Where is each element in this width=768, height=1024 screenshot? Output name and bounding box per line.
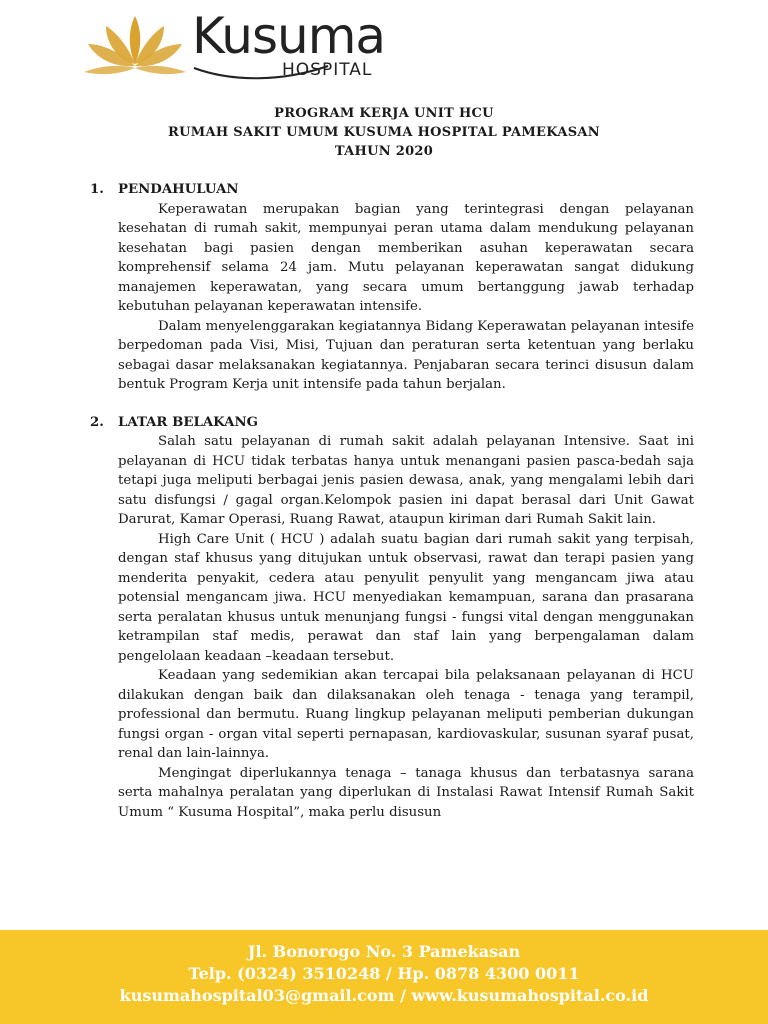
paragraph: Keadaan yang sedemikian akan tercapai bila pelaksanaan pelayanan di HCU dilakukan dengan baik dan dilaksanakan oleh tenaga - tenaga yang terampil, professional dan bermutu. Ruang lingkup pelayanan meliputi pemberian dukungan fungsi organ - organ vital seperti pernapasan, kardiovaskular, susunan syaraf pusat, renal dan lain-lainnya.: [118, 668, 694, 761]
footer-band: [0, 930, 768, 1024]
footer-contact: kusumahospital03@gmail.com / www.kusumahospital.co.id: [119, 986, 649, 1005]
brand-sub: HOSPITAL: [282, 60, 373, 80]
section-heading: [90, 180, 694, 200]
lotus-icon: [80, 8, 190, 88]
hospital-logo: [80, 8, 410, 88]
section-number: 2.: [90, 414, 104, 430]
section-number: 1.: [90, 182, 104, 197]
paragraph: Dalam menyelenggarakan kegiatannya Bidang Keperawatan pelayanan intesife berpedoman pada Visi, Misi, Tujuan dan peraturan serta ketentuan yang berlaku sebagai dasar melaksanakan kegiatannya. Penjabaran secara terinci disusun dalam bentuk Program Kerja unit intensife pada tahun berjalan.: [118, 318, 694, 392]
doc-title-line2: RUMAH SAKIT UMUM KUSUMA HOSPITAL PAMEKASAN: [168, 125, 600, 140]
brand-swoosh: [192, 64, 332, 84]
section-heading: [90, 413, 694, 433]
footer-phone: Telp. (0324) 3510248 / Hp. 0878 4300 0011: [188, 964, 580, 983]
footer-address: Jl. Bonorogo No. 3 Pamekasan: [247, 942, 521, 961]
paragraph: High Care Unit ( HCU ) adalah suatu bagian dari rumah sakit yang terpisah, dengan staf khusus yang ditujukan untuk observasi, rawat dan terapi pasien yang menderita penyakit, cedera atau penyulit penyulit yang mengancam jiwa atau potensial mengancam jiwa. HCU menyediakan kemampuan, sarana dan prasarana serta peralatan khusus untuk menunjang fungsi - fungsi vital dengan menggunakan ketrampilan staf medis, perawat dan staf lain yang berpengalaman dalam pengelolaan keadaan –keadaan tersebut.: [118, 531, 694, 664]
doc-title-line1: PROGRAM KERJA UNIT HCU: [274, 106, 494, 121]
paragraph: Mengingat diperlukannya tenaga – tanaga khusus dan terbatasnya sarana serta mahalnya peralatan yang diperlukan di Instalasi Rawat Intensif Rumah Sakit Umum “ Kusuma Hospital”, maka perlu disusun: [118, 765, 694, 820]
section-title: PENDAHULUAN: [118, 182, 239, 197]
paragraph: Keperawatan merupakan bagian yang terintegrasi dengan pelayanan kesehatan di rumah sakit, mempunyai peran utama dalam mendukung pelayanan kesehatan bagi pasien dengan memberikan asuhan keperawatan secara komprehensif selama 24 jam. Mutu pelayanan keperawatan sangat didukung manajemen keperawatan, yang secara umum bertanggung jawab terhadap kebutuhan pelayanan keperawatan intensife.: [118, 201, 694, 314]
document-body: [90, 180, 694, 822]
paragraph: Salah satu pelayanan di rumah sakit adalah pelayanan Intensive. Saat ini pelayanan di HCU tidak terbatas hanya untuk menangani pasien pasca-bedah saja tetapi juga meliputi berbagai jenis pasien dewasa, anak, yang mengalami lebih dari satu disfungsi / gagal organ.Kelompok pasien ini dapat berasal dari Unit Gawat Darurat, Kamar Operasi, Ruang Rawat, ataupun kiriman dari Rumah Sakit lain.: [118, 434, 694, 527]
brand-name: Kusuma: [192, 7, 386, 65]
doc-title-line3: TAHUN 2020: [334, 144, 434, 159]
section-title: LATAR BELAKANG: [118, 414, 258, 430]
